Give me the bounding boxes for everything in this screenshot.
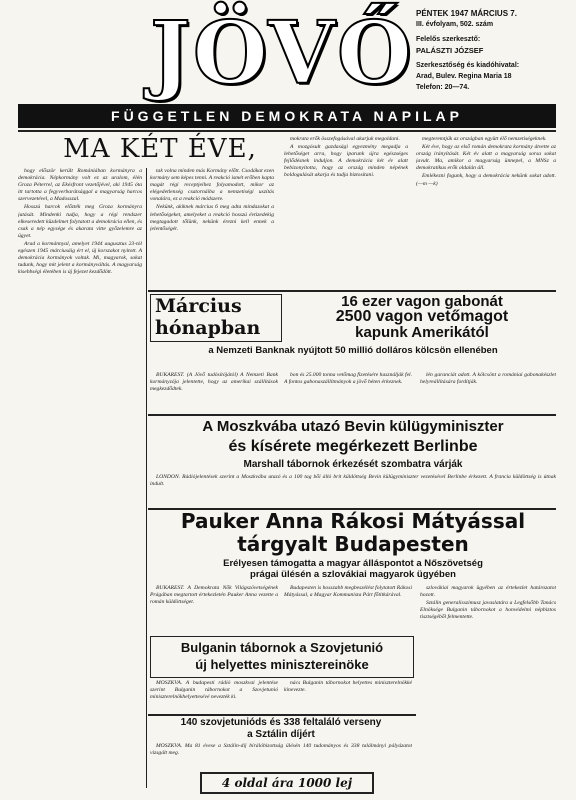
divider	[148, 414, 556, 416]
lead-column-3	[284, 136, 408, 286]
bank-text-2: bon és 25.000 tonna vetőmag fizetésére használják fel. A fontos gabonaszállítmányok a jövő héten érkeznek.	[284, 372, 412, 386]
lead-paragraph: hogy először került Romániában kormányra a demokrácia. Népkormány volt ez az uralom, élén Groza Péterrel, az Ekésfront vezetőjével, aki 1945 óta itt tartotta a fegyverbarátsággal a magyarság harcos szervezetével, a Madosszal.	[18, 168, 142, 203]
pauker-subheadline-1: Erélyesen támogatta a magyar álláspontot a Nőszövetség	[223, 558, 483, 569]
masthead-info	[416, 8, 561, 93]
bevin-text: LONDON. Rádiójelentések szerint a Moszkvába utazó és a 100 tag bői álló brit küldöttség Bevin külügyminiszter vezetésével Berlinbe érkezett. A francia küldöttség is útnak indult.	[150, 474, 556, 488]
editor-name: PALÁSZTI JÓZSEF	[416, 46, 484, 55]
issue-number: III. évfolyam, 502. szám	[416, 21, 494, 28]
lead-column-2	[150, 168, 274, 286]
lead-column-1	[18, 168, 142, 788]
lead-paragraph: Arad a kormánnyal, amelyet 1944 augusztus 23-tól egészen 1945 márciusáig ért el, új korszakot nyitott. A demokrácia kormányok voltak. Mi, magyarok, sokat tudunk, hogy mit jelent a kormányváltás. A magyarság kisebbségi életében is új fejezet kezdődött.	[18, 240, 142, 276]
lead-column-4	[416, 136, 556, 286]
lead-paragraph: A mozgósult gazdasági egyezmény megadja a lehetőséget arra, hogy iparunk újra egészséges fejlődésnek induljon. A demokrácia két év alatt bebizonyította, hogy az ország minden népének boldogulását akarja és tudja biztosítani.	[284, 144, 408, 179]
bulganin-headline-1: Bulganin tábornok a Szovjetunió	[180, 640, 384, 655]
lead-article-title: MA KÉT ÉVE,	[63, 134, 257, 164]
pauker-subheadline-2: prágai ülésén a szlovákiai magyarok ügyében	[250, 569, 456, 580]
counts-headline-2: a Sztálin díjért	[247, 729, 315, 740]
bank-subheadline: a Nemzeti Banknak nyújtott 50 millió dolláros kölcsön ellenében	[208, 345, 498, 356]
bank-text-1: BUKAREST. (A Jövő tudósítójától) A Nemzeti Bank kormányzója jelentette, hogy az amerikai szállítások megkezdődtek.	[150, 372, 278, 393]
grain-headline-1: 16 ezer vagon gabonát	[341, 293, 503, 310]
grain-headline-3: kapunk Amerikától	[355, 324, 489, 341]
counts-text: MOSZKVA. Ma 81 évese a Sztálin-díj bírálóbizottság ülésén 140 tudományos és 338 találmányi pályázatot vizsgált meg.	[150, 743, 412, 757]
month-label: hónapban	[155, 317, 261, 339]
office-label: Szerkesztőség és kiadóhivatal:	[416, 62, 520, 69]
pauker-headline-1: Pauker Anna Rákosi Mátyással	[180, 509, 526, 533]
office-address: Arad, Bulev. Regina Maria 18	[416, 73, 512, 80]
price-box	[200, 772, 374, 794]
pauker-headline-2: tárgyalt Budapesten	[237, 532, 469, 556]
march-label: Március	[155, 295, 242, 317]
masthead-title: JÖVŐ	[150, 3, 414, 104]
lead-paragraph: Hosszú harcok előzték meg Groza kormányra jutását. Mindenki tudja, hogy a régi rendszer elkeseredett küzdelmet folytatott a demokrácia ellen, és csak a nép egysége és akarata vitte győzelemre az ügyet.	[18, 204, 142, 239]
bulganin-box	[150, 636, 414, 678]
pauker-text-2: Budapesten is hosszabb megbeszélést folytatott Rákosi Mátyással, a Magyar Kommunista Párt főtitkárával.	[284, 585, 412, 599]
lead-paragraph: mokrata erők összefogásával akarjuk megoldani.	[290, 136, 400, 142]
bulganin-text-1: MOSZKVA. A budapesti rádió moszkvai jelentése szerint Bulganin tábornokot a Szovjetunió miniszterelnökhelyettesévé nevezték ki.	[150, 680, 278, 701]
lead-paragraph: Nekünk, akiknek március 6 meg adta mindazokat a lehetőségeket, amelyeket a reakció hosszú évtizedekig megtagadott tőlünk, nekünk érezni kell ennek a jelentőségét.	[150, 204, 274, 232]
lead-paragraph: megteremtjük az országban együtt élő nemzetiségeknek.	[422, 136, 547, 142]
divider	[148, 290, 556, 292]
issue-date: PÉNTEK 1947 MÁRCIUS 7.	[416, 9, 517, 18]
masthead-subtitle-banner: FÜGGETLEN DEMOKRATA NAPILAP	[18, 104, 556, 128]
counts-headline-1: 140 szovjetunióds és 338 feltaláló verseny	[180, 717, 382, 728]
march-box	[150, 294, 282, 342]
bulganin-text-2: nács Bulganin tábornokot helyettes miniszterelnökké kinevezte.	[284, 680, 412, 694]
lead-paragraph: Két éve, hogy az első román demokrata kormány átvette az ország irányítását. Két év alatt a magyarság sorsa sokat javult. Ma, amikor a magyarság ünnepel, a MNSz a demokratikus erők oldalán áll.	[416, 144, 556, 172]
divider	[18, 130, 556, 132]
lead-paragraph: tak volna minden más Kormány előtt. Csodákat ezen kormány sem képes tenni. A reakció ismét erőben kapta magát régi receptjeihez folyamodott, mikor az elégedetlenség csatornáiba a nemzetiségi uszítás vonalára, ez a reakció módszere.	[150, 168, 274, 203]
bevin-headline-2: és kísérete megérkezett Berlinbe	[228, 438, 478, 455]
marshall-subheadline: Marshall tábornok érkezését szombatra várják	[243, 459, 463, 470]
lead-paragraph: Emlékezni fogunk, hogy a demokrácia nekünk sokat adott. (—m —k)	[416, 173, 556, 187]
price-label: 4 oldal ára 1000 lej	[221, 776, 353, 790]
bevin-headline-1: A Moszkvába utazó Bevin külügyminiszter	[202, 418, 504, 435]
bulganin-headline-2: új helyettes minisztereinöke	[195, 657, 369, 672]
editor-label: Felelős szerkesztő:	[416, 36, 481, 43]
divider	[148, 714, 416, 716]
pauker-text-3: szlovákiai magyarok ügyében az értekezlet határozatot hozott. Sztálin generalisszimusz javaslatára a Legfelsőbb Tanács Elnöksége Bulganin tábornokot a honvédelmi népbiztos tisztségéből felmentette.	[420, 585, 556, 621]
grain-headline-2: 2500 vagon vetőmagot	[335, 308, 509, 325]
office-phone: Telefon: 20—74.	[416, 84, 470, 91]
column-divider	[146, 168, 147, 788]
pauker-text-1: BUKAREST. A Demokrata Nők Világszövetségének Prágában megtartott értekezletén Pauker Anna vezette a román küldöttséget.	[150, 585, 278, 606]
bank-text-3: lén garanciát adott. A kölcsönt a romániai gabonakészlet helyreállítására fordítják.	[420, 372, 556, 386]
